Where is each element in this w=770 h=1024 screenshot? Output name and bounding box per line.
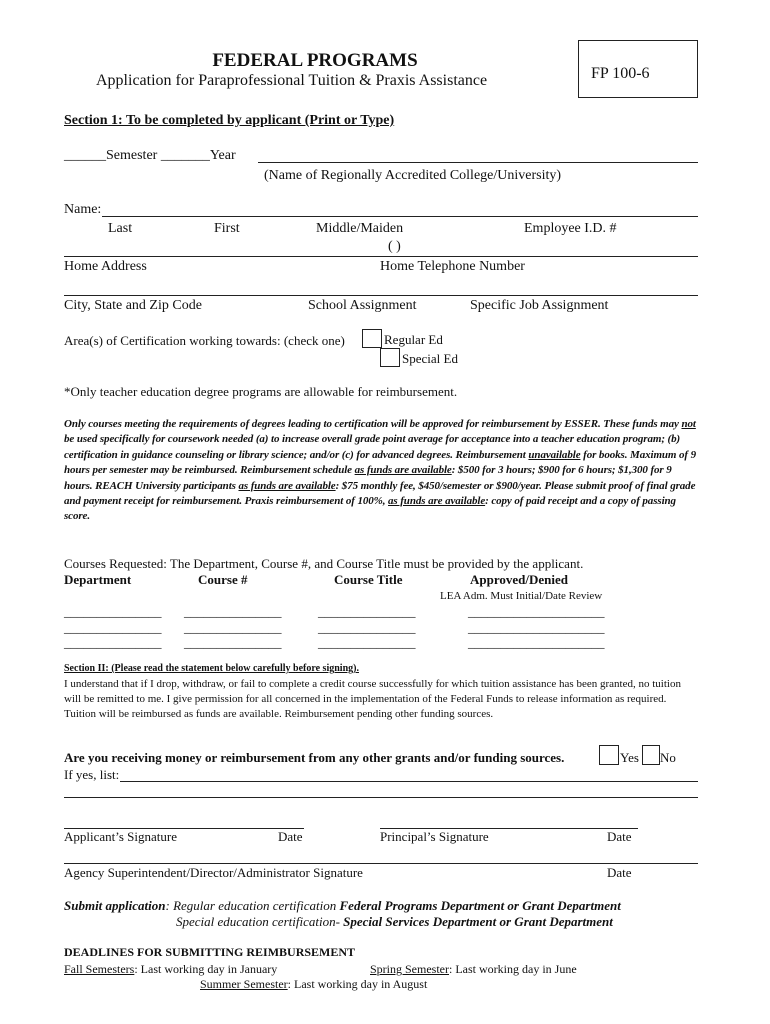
course-row-3-number[interactable]: _______________ bbox=[184, 635, 282, 650]
header-department: Department bbox=[64, 572, 132, 587]
semester-year-field[interactable]: ______Semester _______Year bbox=[64, 148, 236, 163]
summer-text: : Last working day in August bbox=[287, 977, 428, 991]
yes-label: Yes bbox=[620, 750, 639, 765]
agency-date-caption: Date bbox=[607, 865, 632, 880]
special-ed-checkbox[interactable] bbox=[380, 348, 400, 367]
employee-id-caption: Employee I.D. # bbox=[524, 221, 617, 236]
city-state-zip-caption: City, State and Zip Code bbox=[64, 298, 202, 313]
name-first-caption: First bbox=[214, 221, 240, 236]
if-yes-line-2[interactable] bbox=[64, 797, 698, 798]
policy-text-5: : $75 monthly fee, $450/semester or $900/year. Please submit proof of final grade and payment receipt for reimbursement. Praxis reimbursement of 100%, bbox=[64, 479, 696, 508]
school-assignment-caption: School Assignment bbox=[308, 298, 417, 313]
agency-signature-line[interactable] bbox=[64, 863, 698, 864]
section1-heading: Section 1: To be completed by applicant (Print or Type) bbox=[64, 113, 395, 128]
policy-funds-1: as funds are available bbox=[354, 464, 452, 477]
form-title: FEDERAL PROGRAMS bbox=[212, 50, 418, 71]
name-middle-caption: Middle/Maiden bbox=[316, 221, 404, 236]
spring-label: Spring Semester bbox=[370, 962, 449, 976]
policy-not: not bbox=[681, 418, 696, 430]
principal-signature-caption: Principal’s Signature bbox=[380, 829, 489, 844]
applicant-date-caption: Date bbox=[278, 829, 303, 844]
regular-ed-label: Regular Ed bbox=[384, 332, 443, 347]
course-row-3-title[interactable]: _______________ bbox=[318, 635, 416, 650]
home-address-caption: Home Address bbox=[64, 259, 147, 274]
course-row-2-title[interactable]: _______________ bbox=[318, 620, 416, 635]
if-yes-label: If yes, list: bbox=[64, 767, 120, 782]
header-approved-denied: Approved/Denied bbox=[470, 572, 568, 587]
policy-unavailable: unavailable bbox=[528, 448, 581, 461]
policy-text-1: Only courses meeting the requirements of degrees leading to certification will be approved for reimbursement by ESSER. These funds may bbox=[64, 418, 682, 430]
form-code: FP 100-6 bbox=[591, 65, 650, 82]
submit-regular-prefix: : Regular education certification bbox=[165, 898, 340, 913]
fall-text: : Last working day in January bbox=[134, 962, 278, 976]
deadlines-heading: DEADLINES FOR SUBMITTING REIMBURSEMENT bbox=[64, 945, 356, 959]
city-line[interactable] bbox=[64, 295, 698, 296]
name-label: Name: bbox=[64, 202, 102, 217]
course-row-3-approval[interactable]: _____________________ bbox=[468, 635, 605, 650]
certification-label: Area(s) of Certification working towards: (check one) bbox=[64, 333, 345, 348]
name-last-caption: Last bbox=[108, 221, 133, 236]
job-assignment-caption: Specific Job Assignment bbox=[470, 298, 609, 313]
section2-statement: I understand that if I drop, withdraw, or fail to complete a credit course successfully for which tuition assistance has been granted, no tuition will be remitted to me. I give permission for all concerned in the implementation of the Federal Funds to release information as required. Tuition will be reimbursed as funds are available. Reimbursement pending other funding sources. bbox=[64, 678, 681, 720]
lea-review-note: LEA Adm. Must Initial/Date Review bbox=[440, 590, 603, 602]
yes-checkbox[interactable] bbox=[599, 745, 619, 765]
reimbursement-note: *Only teacher education degree programs are allowable for reimbursement. bbox=[64, 384, 458, 399]
submit-regular-line bbox=[64, 898, 621, 914]
courses-intro: Courses Requested: The Department, Course #, and Course Title must be provided by the applicant. bbox=[64, 556, 584, 571]
policy-paragraph bbox=[64, 417, 700, 525]
principal-date-caption: Date bbox=[607, 829, 632, 844]
header-course-title: Course Title bbox=[334, 572, 403, 587]
form-subtitle: Application for Paraprofessional Tuition & Praxis Assistance bbox=[96, 72, 488, 89]
agency-signature-caption: Agency Superintendent/Director/Administrator Signature bbox=[64, 865, 363, 880]
no-checkbox[interactable] bbox=[642, 745, 660, 765]
other-funding-question: Are you receiving money or reimbursement from any other grants and/or funding sources. bbox=[64, 750, 565, 765]
course-row-3-department[interactable]: _______________ bbox=[64, 635, 162, 650]
no-label: No bbox=[660, 750, 676, 765]
summer-deadline bbox=[200, 977, 427, 992]
course-row-1-approval[interactable]: _____________________ bbox=[468, 604, 605, 619]
course-row-2-department[interactable]: _______________ bbox=[64, 620, 162, 635]
special-ed-label: Special Ed bbox=[402, 351, 458, 366]
course-row-1-title[interactable]: _______________ bbox=[318, 604, 416, 619]
section2-heading: Section II: (Please read the statement below carefully before signing). bbox=[64, 663, 359, 674]
course-row-2-approval[interactable]: _____________________ bbox=[468, 620, 605, 635]
policy-funds-3: as funds are available bbox=[388, 495, 486, 508]
course-row-1-number[interactable]: _______________ bbox=[184, 604, 282, 619]
college-name-line[interactable] bbox=[258, 162, 698, 163]
regular-ed-checkbox[interactable] bbox=[362, 329, 382, 348]
policy-text-4: : $500 for 3 hours; $900 for 6 hours; $1,300 for 9 hours. REACH University participants bbox=[64, 464, 672, 492]
phone-area-code: ( ) bbox=[388, 239, 401, 254]
policy-text-2: be used specifically for coursework needed (a) to increase overall grade point average for acceptance into a teacher education program; (b) certification in guidance counseling or library science; and/or (c) for advanced degrees. Reimbursement bbox=[64, 433, 681, 461]
spring-deadline bbox=[370, 962, 577, 977]
submit-regular-dept: Federal Programs Department or Grant Department bbox=[339, 898, 621, 913]
policy-text-3: for books. Maximum of 9 hours per semester may be reimbursed. Reimbursement schedule bbox=[64, 448, 697, 477]
course-row-1-department[interactable]: _______________ bbox=[64, 604, 162, 619]
submit-special-prefix: Special education certification- bbox=[176, 914, 344, 929]
if-yes-line[interactable] bbox=[120, 781, 698, 782]
submit-special-line bbox=[176, 914, 613, 930]
applicant-signature-caption: Applicant’s Signature bbox=[64, 829, 178, 844]
summer-label: Summer Semester bbox=[200, 977, 288, 991]
college-caption: (Name of Regionally Accredited College/University) bbox=[264, 168, 562, 183]
header-course-number: Course # bbox=[198, 572, 248, 587]
address-line[interactable] bbox=[64, 256, 698, 257]
form-code-box bbox=[578, 40, 698, 98]
fall-label: Fall Semesters bbox=[64, 962, 135, 976]
policy-text-6: : copy of paid receipt and a copy of passing score. bbox=[64, 495, 676, 523]
fall-deadline bbox=[64, 962, 277, 977]
policy-funds-2: as funds are available bbox=[238, 479, 336, 492]
submit-special-dept: Special Services Department or Grant Department bbox=[343, 914, 613, 929]
course-row-2-number[interactable]: _______________ bbox=[184, 620, 282, 635]
name-line[interactable] bbox=[102, 216, 698, 217]
home-phone-caption: Home Telephone Number bbox=[380, 259, 525, 274]
spring-text: : Last working day in June bbox=[449, 962, 577, 976]
submit-label: Submit application bbox=[64, 898, 166, 913]
